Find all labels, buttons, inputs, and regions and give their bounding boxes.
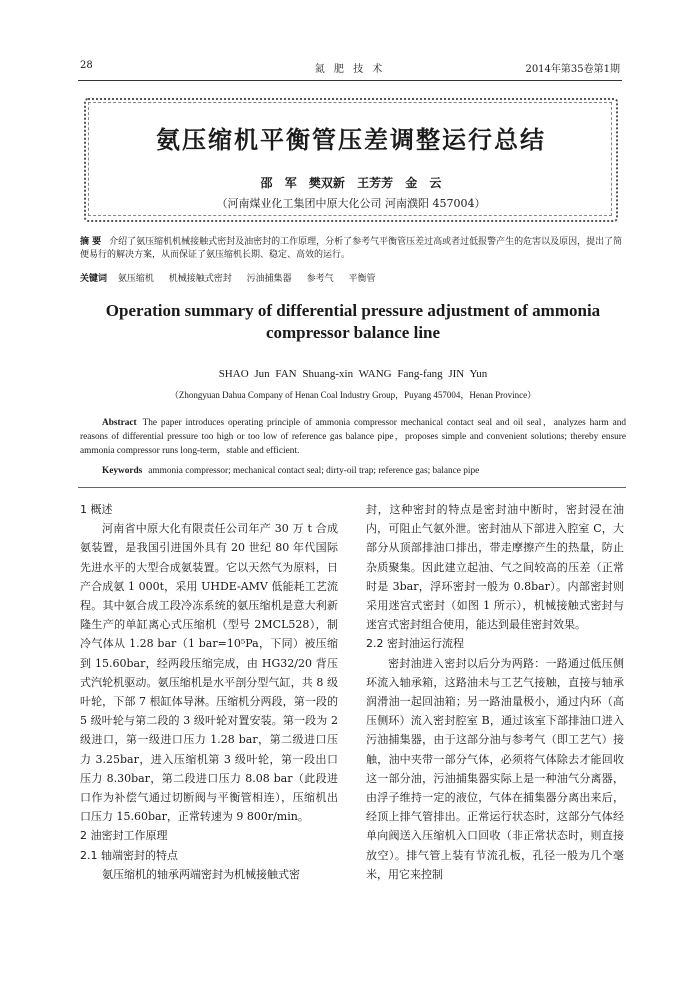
header-rule [78,80,622,81]
cn-keyword: 平衡管 [348,274,376,284]
paragraph: 密封油进入密封以后分为两路：一路通过低压侧环流入轴承箱，这路油未与工艺气接触，直接与轴承润滑油一起回油箱；另一路油量极小，通过内环（高压侧环）流入密封腔室 B，通过该室下部排油口进入污油捕集器，由于这部分油与参考气（即工艺气）接触，油中夹带一部分气体，必须将气体除去才能回收这一部分油，污油捕集器实际上是一种油气分离器，由浮子维持一定的液位，气体在捕集器分离出来后，经顶上排气管排出。正常运行状态时，这部分气体经单向阀送入压缩机入口回收（非正常状态时，则直接放空）。排气管上装有节流孔板，孔径一般为几个毫米，用它来控制 [366,656,624,881]
en-authors: SHAO Jun FAN Shuang-xin WANG Fang-fang JIN Yun [218,368,488,380]
paragraph: 氨压缩机的轴承两端密封为机械接触式密 [102,867,300,881]
left-column [80,500,338,884]
page-header [80,60,620,76]
cn-abstract-text: 介绍了氨压缩机机械接触式密封及油密封的工作原理，分析了参考气平衡管压差过高或者过低报警产生的危害以及原因，提出了简便易行的解决方案，从而保证了氨压缩机长期、稳定、高效的运行。 [80,237,623,260]
cn-keywords-label: 关键词 [80,274,108,284]
en-abstract-label: Abstract [102,418,137,428]
paper-title: 氨压缩机平衡管压差调整运行总结 [156,125,546,154]
en-abstract [80,416,626,458]
paragraph: 河南省中原大化有限责任公司年产 30 万 t 合成氨装置，是我国引进国外具有 20 世纪 80 年代国际先进水平的大型合成氨装置。它以天然气为原料，日产合成氨 1 000t，采用 UHDE-AMV 低能耗工艺流程。其中氨合成工段冷冻系统的氨压缩机是意大利新隆生产的单缸离心式压缩机（型号 2MCL528），制冷气体从 1.28 bar（1 bar=10⁵Pa，下同）被压缩到 15.60bar，经两段压缩完成，由 HG32/20 背压式汽轮机驱动。氨压缩机是水平剖分型气缸，共 8 级叶轮，下部 7 根缸体导淋。压缩机分两段，第一段的 5 级叶轮与第二段的 3 级叶轮对置安装。第一段为 2 级进口，第一级进口压力 1.28 bar，第二级进口压力 3.25bar，进入压缩机第 3 级叶轮，第一段出口压力 8.30bar，第二段进口压力 8.08 bar（此段进口作为补偿气通过切断阀与平衡管相连），压缩机出口压力 15.60bar，正常转速为 9 800r/min。 [80,522,338,824]
cn-abstract [80,236,626,262]
en-keywords-label: Keywords [102,466,143,476]
subsection-heading-2-1: 2.1 轴端密封的特点 [80,848,178,862]
cn-keyword: 氨压缩机 [117,274,154,284]
section-rule [78,487,626,488]
en-title: Operation summary of differential pressure adjustment of ammonia compressor balance line [105,301,601,342]
right-column [366,500,624,884]
cn-keyword: 污油捕集器 [246,274,292,284]
paragraph: 封，这种密封的特点是密封油中断时，密封浸在油内，可阻止气氨外泄。密封油从下部进入腔室 C，大部分从顶部排油口排出，带走摩擦产生的热量，防止杂质聚集。因此建立起油、气之间较高的压差（正常时是 3bar，浮环密封一般为 0.8bar）。内部密封则采用迷宫式密封（如图 1 所示），机械接触式密封与迷宫式密封组合使用，能达到最佳密封效果。 [366,503,624,632]
en-abstract-text: The paper introduces operating principle of ammonia compressor mechanical contact seal and oil seal，analyzes harm and reasons of differential pressure too high or too low of reference gas balance pipe，proposes simple and convenient solutions; thereby ensure ammonia compressor runs long-term，stable and efficient. [80,418,626,456]
authors: 邵 军 樊双新 王芳芳 金 云 [260,176,442,190]
en-keywords [80,466,626,476]
journal-name: 氮 肥 技 术 [314,64,386,75]
section-heading-2: 2 油密封工作原理 [80,829,168,843]
section-heading-1: 1 概述 [80,503,113,516]
en-keywords-text: ammonia compressor; mechanical contact seal; dirty-oil trap; reference gas; balance pipe [148,466,480,476]
affiliation: （河南煤业化工集团中原大化公司 河南濮阳 457004） [216,197,486,210]
cn-keywords [80,271,626,284]
page-number: 28 [80,60,93,71]
issue-info: 2014年第35卷第1期 [525,64,620,75]
cn-keyword: 参考气 [306,274,334,284]
subsection-heading-2-2: 2.2 密封油运行流程 [366,637,464,651]
cn-abstract-label: 摘 要 [80,237,102,247]
en-affiliation: （Zhongyuan Dahua Company of Henan Coal Industry Group，Puyang 457004，Henan Province） [169,390,537,400]
cn-keyword: 机械接触式密封 [168,274,232,284]
